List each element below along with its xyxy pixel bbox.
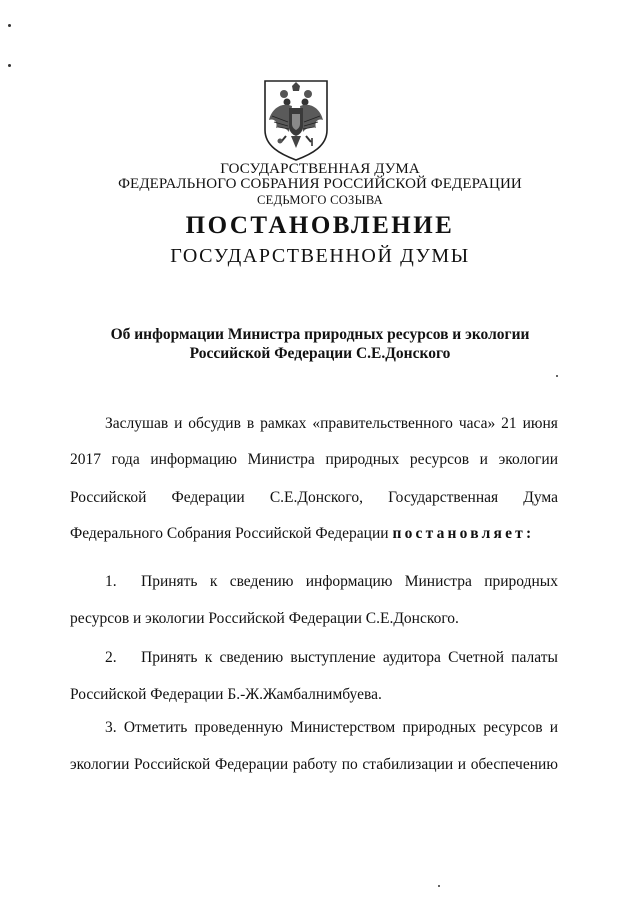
word: июня <box>522 415 558 432</box>
word: информацию <box>305 573 393 590</box>
word: палаты <box>511 649 558 666</box>
word: Федерации <box>171 489 245 506</box>
word: экологии <box>498 451 558 468</box>
word: природных <box>402 719 477 736</box>
word: С.Е.Донского, <box>269 489 363 506</box>
word: выступление <box>290 649 376 666</box>
preamble-line-3 <box>70 489 558 507</box>
word: Российской <box>70 489 147 506</box>
word: Государственная <box>388 489 499 506</box>
word: по <box>341 756 358 773</box>
word: природных <box>325 451 400 468</box>
word: Дума <box>523 489 558 506</box>
word: ресурсов <box>483 719 543 736</box>
word: 21 <box>501 415 517 432</box>
document-type-title: ПОСТАНОВЛЕНИЕ <box>185 212 455 239</box>
russian-coat-of-arms-icon <box>262 78 330 162</box>
word: Отметить <box>123 719 188 736</box>
word: Федерации <box>214 756 289 773</box>
word: в <box>246 415 255 432</box>
resolution-keyword: постановляет: <box>392 525 535 542</box>
word: часа» <box>458 415 496 432</box>
word: Российской <box>133 756 211 773</box>
item-3-line-1 <box>105 719 558 737</box>
item-2-line-1 <box>141 649 558 667</box>
word: стабилизации <box>362 756 454 773</box>
item-3-line-2 <box>70 756 558 774</box>
word: аудитора <box>382 649 441 666</box>
preamble-line-2 <box>70 451 558 469</box>
word: Счетной <box>448 649 505 666</box>
item-number: 1. <box>105 573 117 590</box>
document-issuer: ГОСУДАРСТВЕННОЙ ДУМЫ <box>170 245 470 267</box>
word: года <box>111 451 140 468</box>
subject-line-2: Российской Федерации С.Е.Донского <box>189 345 451 362</box>
word: Министра <box>404 573 472 590</box>
word: обеспечению <box>470 756 558 773</box>
word: Принять <box>141 649 198 666</box>
item-1-line-2: ресурсов и экологии Российской Федерации С.Е.Донского. <box>70 610 459 627</box>
header-chamber: ГОСУДАРСТВЕННАЯ ДУМА <box>220 161 420 177</box>
word: и <box>549 719 558 736</box>
word: ресурсов <box>409 451 470 468</box>
word: 2017 <box>70 451 101 468</box>
word: сведению <box>229 573 294 590</box>
scan-speck <box>8 24 11 27</box>
word: Министерством <box>290 719 396 736</box>
scan-speck <box>438 885 440 887</box>
word: работу <box>292 756 338 773</box>
word: экологии <box>70 756 130 773</box>
word: к <box>209 573 218 590</box>
word: и <box>174 415 183 432</box>
word: к <box>204 649 213 666</box>
word: и <box>457 756 467 773</box>
item-1-line-1 <box>141 573 558 591</box>
word: обсудив <box>188 415 241 432</box>
word: рамках <box>260 415 307 432</box>
scan-speck <box>8 64 11 67</box>
word: проведенную <box>194 719 283 736</box>
word: природных <box>484 573 558 590</box>
word: Министра <box>247 451 315 468</box>
item-2-line-2: Российской Федерации Б.-Ж.Жамбалнимбуева. <box>70 686 382 703</box>
word: Заслушав <box>105 415 169 432</box>
header-assembly: ФЕДЕРАЛЬНОГО СОБРАНИЯ РОССИЙСКОЙ ФЕДЕРАЦИИ <box>118 176 522 192</box>
word: 3. <box>105 719 117 736</box>
preamble-line-4 <box>70 525 534 543</box>
word: Принять <box>141 573 198 590</box>
scan-speck <box>556 375 558 377</box>
header-convocation: СЕДЬМОГО СОЗЫВА <box>257 193 383 207</box>
word: сведению <box>219 649 284 666</box>
word: и <box>479 451 488 468</box>
preamble-line-1 <box>105 415 558 433</box>
word: «правительственного <box>312 415 453 432</box>
word: информацию <box>150 451 238 468</box>
item-number: 2. <box>105 649 117 666</box>
subject-line-1: Об информации Министра природных ресурсов и экологии <box>110 326 530 343</box>
preamble-text: Федерального Собрания Российской Федерации <box>70 525 389 542</box>
